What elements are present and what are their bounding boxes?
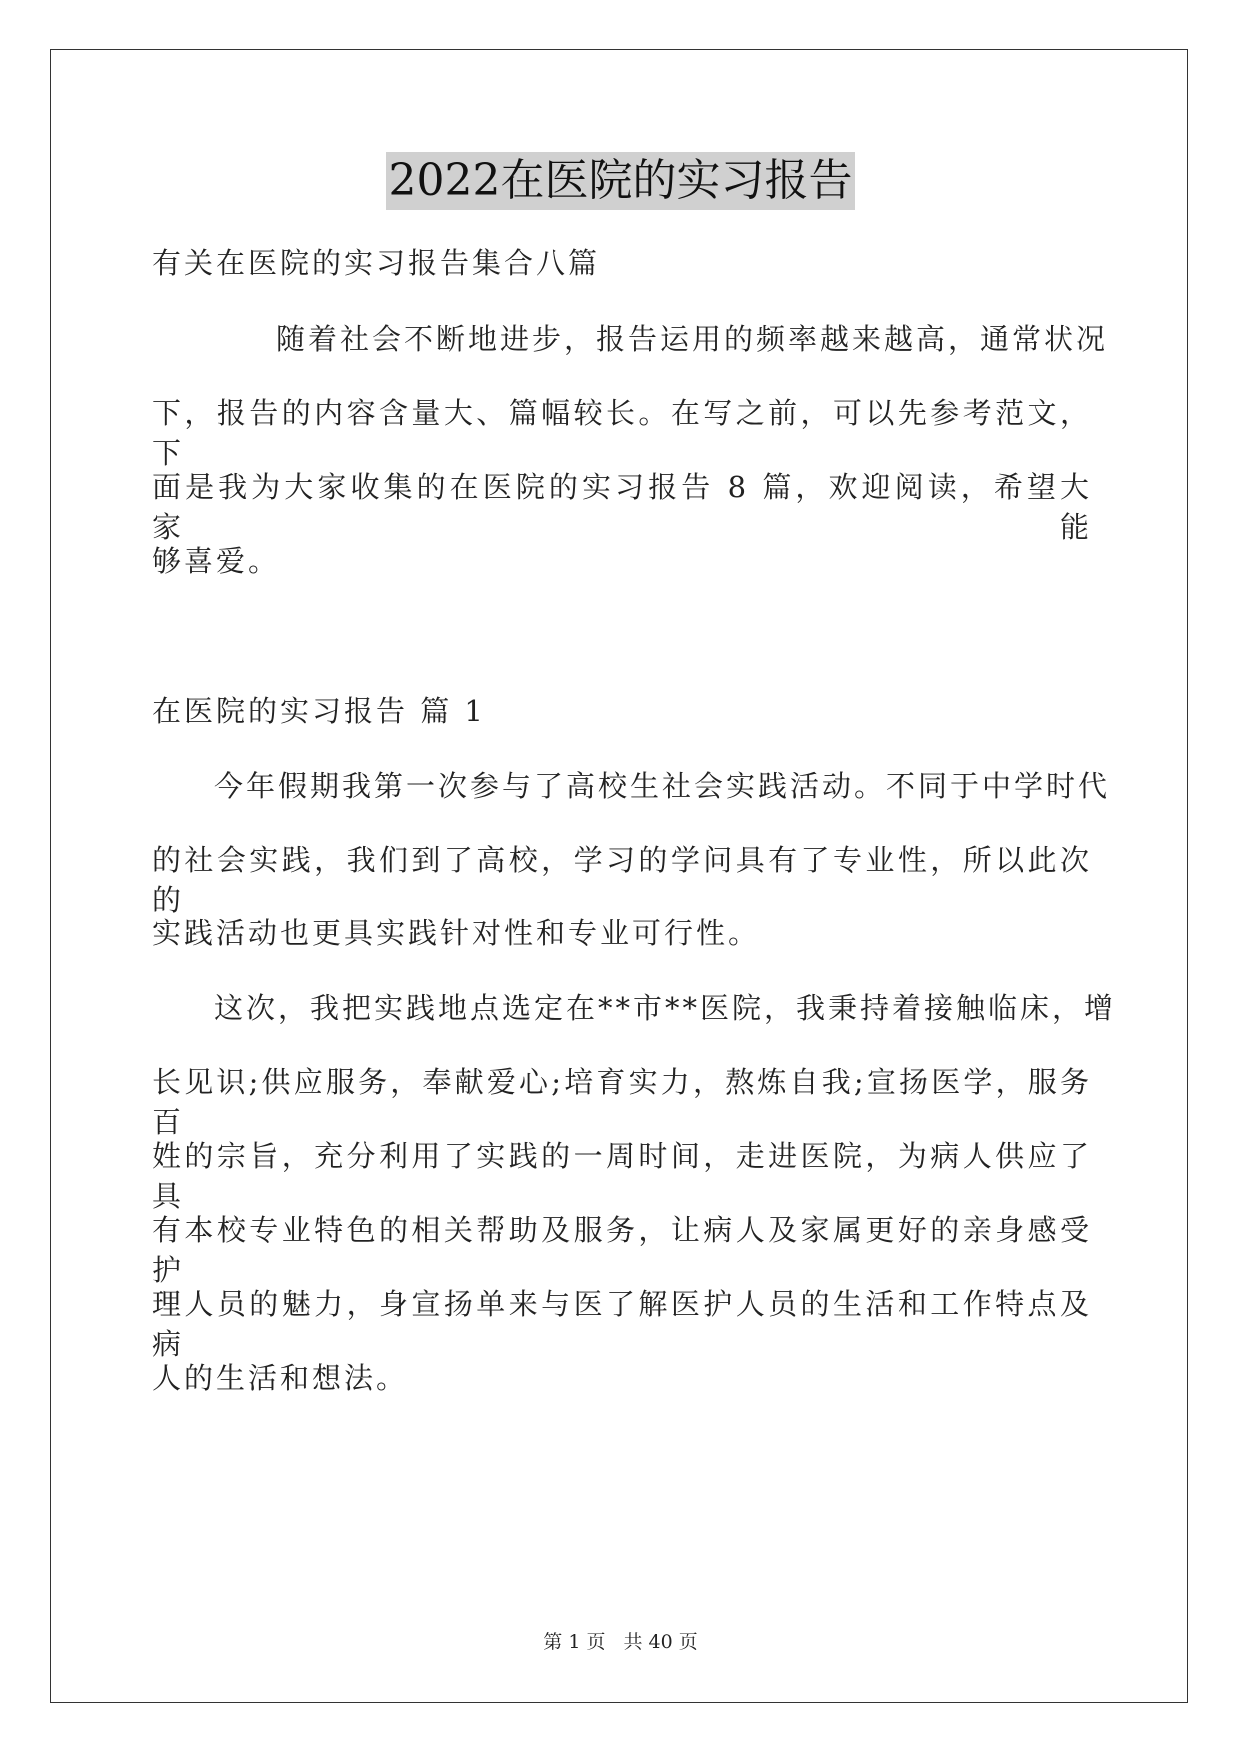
para2-line-3: 姓的宗旨，充分利用了实践的一周时间，走进医院，为病人供应了具: [152, 1139, 1092, 1213]
para1-line-1: 今年假期我第一次参与了高校生社会实践活动。不同于中学时代: [214, 769, 1111, 803]
section-heading: 在医院的实习报告 篇 1: [152, 694, 486, 728]
document-title: 2022在医院的实习报告: [386, 152, 856, 210]
title-container: [0, 152, 1241, 210]
intro-line-4: 够喜爱。: [152, 544, 281, 578]
subtitle: 有关在医院的实习报告集合八篇: [152, 246, 601, 280]
page-number-total: 共 40 页: [623, 1631, 698, 1653]
para2-line-1: 这次，我把实践地点选定在**市**医院，我秉持着接触临床，增: [214, 991, 1117, 1025]
para2-line-6: 人的生活和想法。: [152, 1361, 409, 1395]
para2-line-4: 有本校专业特色的相关帮助及服务，让病人及家属更好的亲身感受护: [152, 1213, 1092, 1287]
para1-line-2: 的社会实践，我们到了高校，学习的学问具有了专业性，所以此次的: [152, 843, 1092, 917]
para2-line-5: 理人员的魅力，身宣扬单来与医了解医护人员的生活和工作特点及病: [152, 1287, 1092, 1361]
intro-line-3: 面是我为大家收集的在医院的实习报告 8 篇，欢迎阅读，希望大家能: [152, 470, 1092, 544]
para1-line-3: 实践活动也更具实践针对性和专业可行性。: [152, 916, 761, 950]
intro-line-1: 随着社会不断地进步，报告运用的频率越来越高，通常状况: [276, 322, 1109, 356]
para2-line-2: 长见识;供应服务，奉献爱心;培育实力，熬炼自我;宣扬医学，服务百: [152, 1065, 1092, 1139]
page-footer: [0, 1627, 1241, 1654]
intro-line-2: 下，报告的内容含量大、篇幅较长。在写之前，可以先参考范文，下: [152, 396, 1092, 470]
page-number-current: 第 1 页: [543, 1631, 606, 1653]
